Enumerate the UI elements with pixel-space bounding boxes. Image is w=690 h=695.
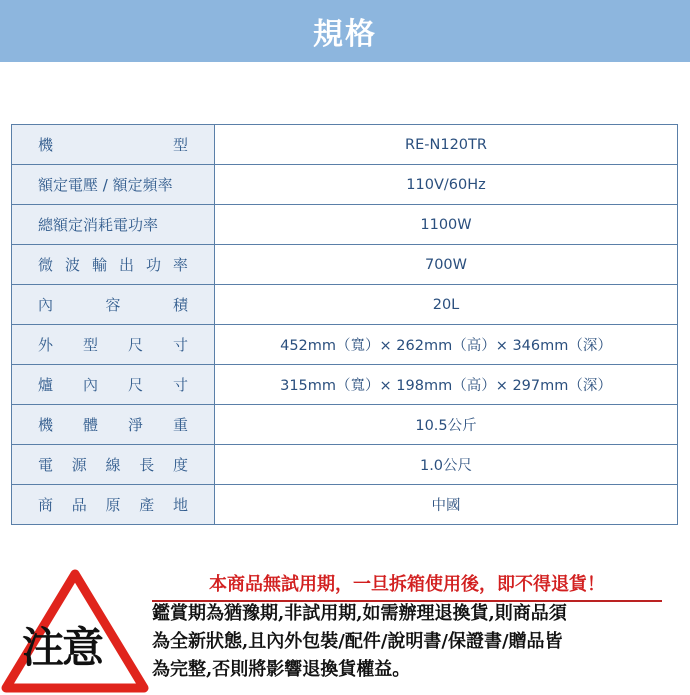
spec-value: 452mm（寬）× 262mm（高）× 346mm（深）	[215, 325, 678, 365]
spec-label-char: 積	[172, 296, 188, 314]
spec-label-char: 淨	[127, 416, 143, 434]
spec-row	[12, 245, 678, 285]
spec-label-char: 型	[82, 336, 98, 354]
spec-label-char: 輸	[91, 256, 107, 274]
spec-label-char: 內	[82, 376, 98, 394]
notice-line: 為全新狀態,且內外包裝/配件/說明書/保證書/贈品皆	[152, 631, 563, 652]
spec-table	[11, 124, 678, 525]
spec-label-char: 出	[118, 256, 134, 274]
spec-label-char: 功	[145, 256, 161, 274]
spec-value: 700W	[215, 245, 678, 285]
spec-label	[12, 294, 214, 315]
notice-badge: 注意	[22, 623, 103, 672]
spec-label	[12, 454, 214, 475]
spec-label-char: 商	[38, 496, 54, 514]
spec-label-char: 內	[38, 296, 54, 314]
spec-label-char: 波	[64, 256, 80, 274]
spec-label-char: 原	[105, 496, 121, 514]
spec-label-cell	[12, 125, 215, 165]
spec-label-char: 長	[139, 456, 155, 474]
spec-label-char: 型	[172, 136, 188, 154]
spec-label-cell	[12, 325, 215, 365]
spec-value: 1.0公尺	[215, 445, 678, 485]
notice-section	[0, 560, 690, 695]
spec-row	[12, 365, 678, 405]
spec-label-cell	[12, 405, 215, 445]
page-title: 規格	[313, 17, 377, 52]
spec-label	[12, 414, 214, 435]
spec-label-cell	[12, 445, 215, 485]
spec-label-char: 尺	[127, 336, 143, 354]
spec-row	[12, 485, 678, 525]
spec-label-char: 體	[82, 416, 98, 434]
spec-label-char: 地	[172, 496, 188, 514]
spec-label-char: 品	[71, 496, 87, 514]
spec-label	[12, 374, 214, 395]
spec-label-char: 容	[105, 296, 121, 314]
spec-row	[12, 205, 678, 245]
spec-label-char: 外	[38, 336, 54, 354]
spec-label-cell	[12, 365, 215, 405]
spec-label-char: 尺	[127, 376, 143, 394]
spec-label	[12, 334, 214, 355]
notice-headline: 本商品無試用期，一旦拆箱使用後，即不得退貨！	[152, 572, 662, 602]
spec-label-char: 電	[38, 456, 54, 474]
spec-label-char: 率	[172, 256, 188, 274]
spec-label-cell	[12, 165, 215, 205]
spec-value: 1100W	[215, 205, 678, 245]
spec-label-char: 度	[172, 456, 188, 474]
spec-label	[12, 494, 214, 515]
spec-label-cell	[12, 245, 215, 285]
spec-value: 10.5公斤	[215, 405, 678, 445]
spec-value: 中國	[215, 485, 678, 525]
notice-line: 鑑賞期為猶豫期,非試用期,如需辦理退換貨,則商品須	[152, 603, 567, 624]
spec-label-char: 線	[105, 456, 121, 474]
header-bar	[0, 0, 690, 62]
notice-line: 為完整,否則將影響退換貨權益。	[152, 659, 411, 680]
spec-value: RE-N120TR	[215, 125, 678, 165]
spec-label-char: 總額定消耗電功率	[38, 216, 159, 234]
spec-label	[12, 174, 214, 195]
spec-label-cell	[12, 285, 215, 325]
spec-label-char: 重	[172, 416, 188, 434]
spec-label	[12, 254, 214, 275]
spec-value: 20L	[215, 285, 678, 325]
spec-label-char: 爐	[38, 376, 54, 394]
spec-label-cell	[12, 205, 215, 245]
spec-label-char: 寸	[172, 376, 188, 394]
spec-label-char: 機	[38, 136, 54, 154]
spec-row	[12, 125, 678, 165]
spec-value: 110V/60Hz	[215, 165, 678, 205]
spec-label-char: 產	[139, 496, 155, 514]
spec-label-char: 微	[38, 256, 54, 274]
spec-row	[12, 325, 678, 365]
spec-label	[12, 134, 214, 155]
spec-label-char: 寸	[172, 336, 188, 354]
spec-value: 315mm（寬）× 198mm（高）× 297mm（深）	[215, 365, 678, 405]
spec-row	[12, 285, 678, 325]
spec-label-char: 機	[38, 416, 54, 434]
spec-label-cell	[12, 485, 215, 525]
spec-label	[12, 214, 214, 235]
spec-row	[12, 445, 678, 485]
spec-label-char: 源	[71, 456, 87, 474]
spec-row	[12, 165, 678, 205]
spec-label-char: 額定電壓 / 額定頻率	[38, 176, 173, 194]
notice-body	[152, 600, 667, 684]
spec-row	[12, 405, 678, 445]
